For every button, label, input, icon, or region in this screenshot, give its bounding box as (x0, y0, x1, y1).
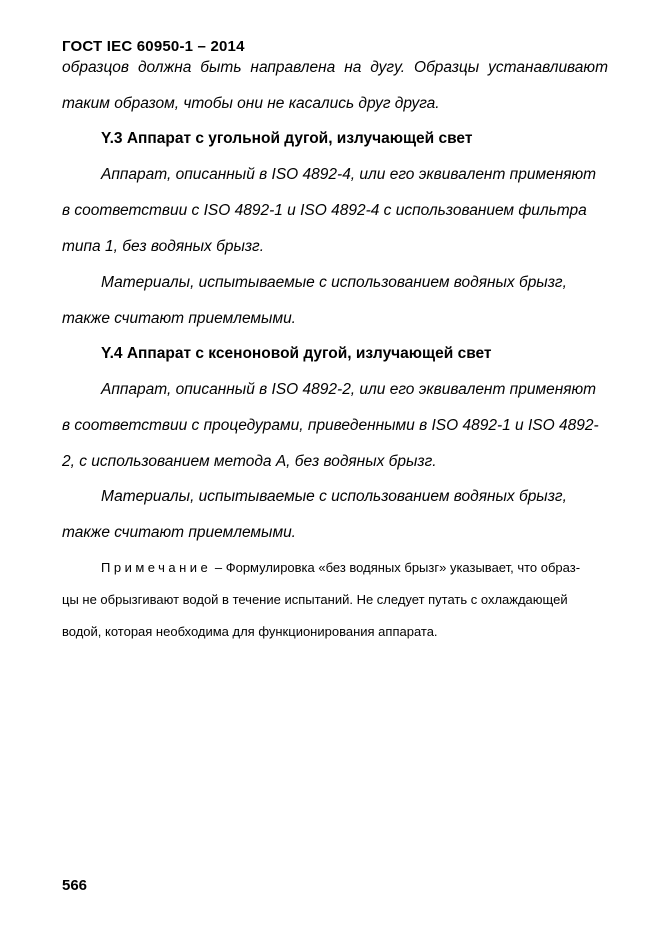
paragraph-line: образцов должна быть направлена на дугу. Образцы устанавливают (62, 59, 608, 76)
note-line: цы не обрызгивают водой в течение испытаний. Не следует путать с охлаждающей (62, 592, 568, 607)
section-heading-y3: Y.3 Аппарат с угольной дугой, излучающей свет (101, 130, 473, 147)
paragraph-line: 2, с использованием метода A, без водяных брызг. (62, 453, 437, 470)
paragraph-line: таким образом, чтобы они не касались друг друга. (62, 95, 440, 112)
paragraph-line: типа 1, без водяных брызг. (62, 238, 265, 255)
paragraph-line: также считают приемлемыми. (62, 310, 296, 327)
paragraph-line: в соответствии с ISO 4892-1 и ISO 4892-4 с использованием фильтра (62, 202, 587, 219)
section-heading-y4: Y.4 Аппарат с ксеноновой дугой, излучающей свет (101, 345, 492, 362)
paragraph-line: также считают приемлемыми. (62, 524, 296, 541)
note-line: водой, которая необходима для функционирования аппарата. (62, 624, 438, 639)
note-text: – Формулировка «без водяных брызг» указывает, что образ- (211, 560, 581, 575)
paragraph-line: Аппарат, описанный в ISO 4892-4, или его эквивалент применяют (101, 166, 597, 183)
paragraph-line: Материалы, испытываемые с использованием водяных брызг, (101, 274, 567, 291)
note-line (101, 560, 580, 575)
note-label: Примечание (101, 560, 212, 575)
paragraph-line: Аппарат, описанный в ISO 4892-2, или его эквивалент применяют (101, 381, 597, 398)
paragraph-line: Материалы, испытываемые с использованием водяных брызг, (101, 488, 567, 505)
document-header: ГОСТ IEC 60950-1 – 2014 (62, 38, 245, 55)
page-number: 566 (62, 877, 88, 894)
paragraph-line: в соответствии с процедурами, приведенными в ISO 4892-1 и ISO 4892- (62, 417, 599, 434)
